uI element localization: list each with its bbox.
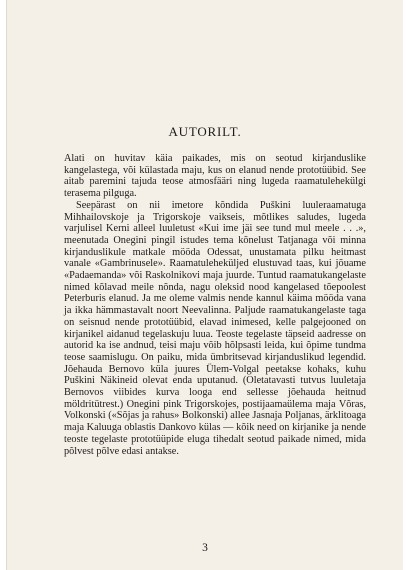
page-title: AUTORILT.	[168, 124, 242, 139]
body-text	[64, 153, 366, 457]
paragraph-main: Seepärast on nii imetore kõndida Puškini luuleraamatuga Mihhailovskoje ja Trigorskoje vaikseis, mõtlikes saludes, lugeda varjulisel Kerni alleel luuletust «Kui ime jäi see tund mul meele . . .», meenutada Onegini pingil istudes tema kõnelust Tatjanaga või minna kirjanduslikule matkale mööda Odessat, unustamata pilku heitmast vanale «Gambrinusele». Raamatuleheküljed elustuvad taas, kui jõuame «Padaemanda» või Raskolnikovi maja juurde. Tuntud raamatukangelaste nimed kõlavad meile nõnda, nagu oleksid nood kangelased tõepoolest Peterburis elanud. Ja me oleme valmis nende kannul käima mööda vana ja ikka hämmastavalt noort Neevalinna. Paljude raamatukangelaste taga on seisnud nende prototüübid, elavad inimesed, kelle palgejooned on kirjanikel aidanud tegelaskuju luua. Teoste tegelaste täpseid aadresse on autorid ka ise andnud, teisi maju võib hõlpsasti leida, kui õpime tundma teose saamislugu. On paiku, mida ümbritsevad kirjanduslikud legendid. Jõehauda Bernovo küla juures Ülem-Volgal peetakse kohaks, kuhu Puškini Näkineid olevat enda uputanud. (Oletatavasti tutvus luuletaja Bernovos viibides kurva looga end sellesse jõehauda heitnud möldritütrest.) Onegini pink Trigorskojes, postijaamaülema maja Võras, Volkonski («Sõjas ja rahus» Bolkonski) allee Jasnaja Poljanas, ärklitoaga maja Kaluuga oblastis Dankovo külas — kõik need on kirjanike ja nende teoste tegelaste prototüüpide eluga tihedalt seotud paikade nimed, mida põlvest põlve edasi antakse.	[64, 199, 366, 457]
page-number: 3	[202, 542, 208, 554]
book-page	[6, 0, 403, 570]
paragraph-intro: Alati on huvitav käia paikades, mis on seotud kirjanduslike kangelastega, või külastada maju, kus on elanud nende prototüübid. See aitab paremini tajuda teose atmosfääri ning lugeda raamatulehekülgi terasema pilguga.	[64, 153, 366, 200]
